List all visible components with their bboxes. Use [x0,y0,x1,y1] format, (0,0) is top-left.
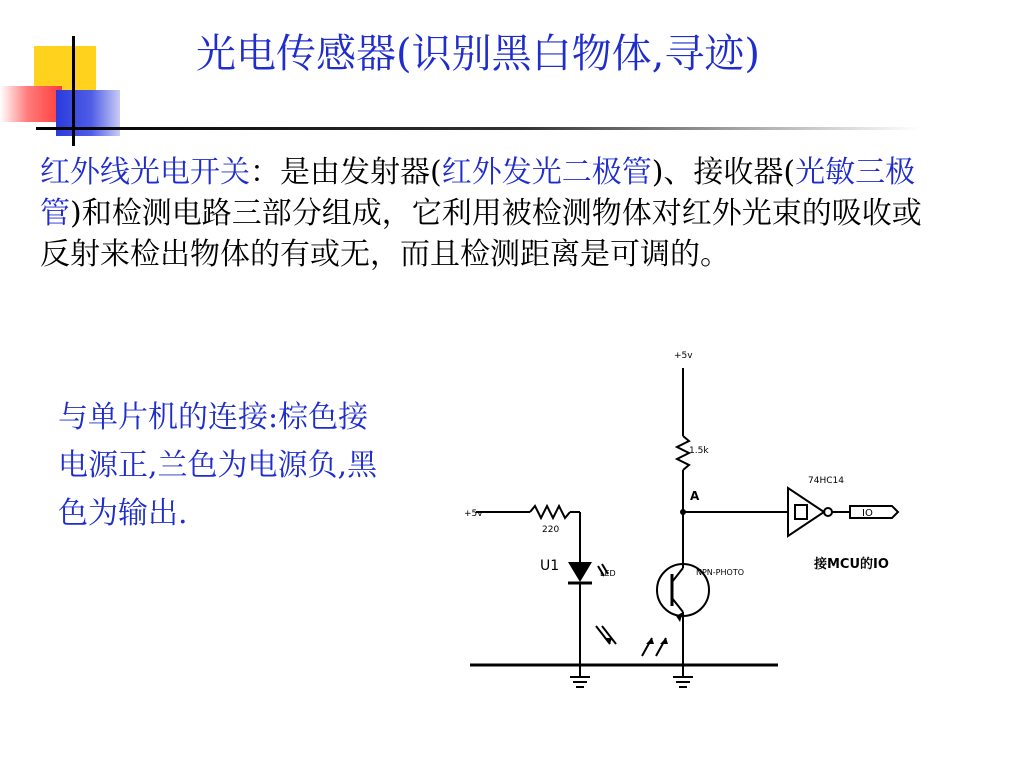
connection-note: 与单片机的连接:棕色接电源正,兰色为电源负,黑色为输出. [58,400,378,531]
transistor-emitter [672,598,683,612]
transistor-collector [672,568,683,582]
label-ic: 74HC14 [808,476,844,486]
label-led: LED [600,569,616,578]
decor-red-bar [0,86,62,122]
node-a-dot [680,509,686,515]
label-supply-left: +5v [464,509,483,519]
io-port [850,506,898,518]
resistor-1k5 [677,436,689,470]
paragraph-rest: )和检测电路三部分组成，它利用被检测物体对红外光束的吸收或反射来检出物体的有或无，而且检测距离是可调的。 [40,196,922,272]
paragraph-sep-1: ：是由发射器( [250,155,442,190]
term-text: 红外线光电开关 [40,155,250,190]
label-transistor: NPN-PHOTO [696,568,744,577]
label-node-a: A [690,489,700,503]
resistor-220 [530,506,570,518]
description-paragraph [40,152,930,275]
circuit-diagram [462,340,910,700]
label-resistor-left: 220 [542,525,560,535]
label-resistor-top: 1.5k [689,446,709,456]
label-io: IO [862,508,873,519]
schmitt-symbol [795,505,807,519]
label-led-ref: U1 [540,558,560,574]
label-mcu: 接MCU的IO [814,557,889,572]
paragraph-sep-2: )、接收器( [651,155,796,190]
emitter-text: 红外发光二极管 [441,155,652,190]
title-underline [36,127,920,130]
slide-title: 光电传感器(识别黑白物体,寻迹) [196,31,760,77]
label-supply-top: +5v [674,351,693,361]
led-symbol [568,562,592,582]
receiver-text: 光敏三极管 [40,155,916,231]
